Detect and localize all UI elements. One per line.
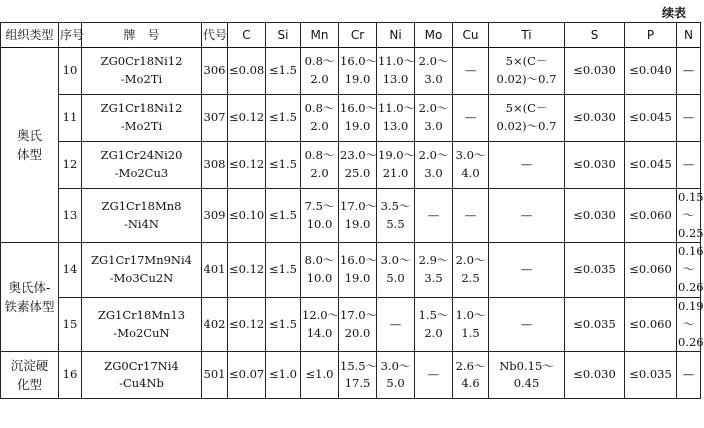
element-si-cell	[266, 189, 301, 243]
cell-line: 2.5	[461, 271, 480, 286]
element-cu-cell	[453, 48, 489, 95]
cell-line: ≤1.0	[269, 367, 297, 382]
element-n-cell	[677, 297, 704, 351]
group-type-cell	[1, 48, 59, 243]
element-mn-cell	[301, 243, 339, 297]
cell-line: 0.15	[678, 190, 704, 204]
cell-line: 21.0	[382, 166, 409, 180]
element-ti-cell	[489, 48, 565, 95]
cell-line: ≤0.08	[229, 63, 265, 78]
element-cu-cell	[453, 142, 489, 189]
cell-line: —	[464, 63, 477, 78]
cell-line: ≤0.030	[573, 63, 616, 78]
element-cu-cell	[453, 243, 489, 297]
element-ni-cell	[377, 297, 415, 351]
cell-line: 0.02)～0.7	[496, 72, 557, 86]
element-c-cell	[228, 243, 266, 297]
cell-line: —	[520, 316, 533, 331]
table-row	[1, 189, 701, 243]
element-p-cell	[625, 243, 677, 297]
cell-line: ≤1.5	[269, 262, 297, 277]
cell-line: 体型	[16, 147, 42, 163]
cell-line: 25.0	[344, 166, 371, 180]
cell-line: 17.0～	[340, 307, 378, 322]
cell-line: 3.0	[424, 72, 443, 86]
cell-line: 19.0	[344, 216, 371, 231]
cell-line: —	[520, 157, 533, 172]
cell-line: 3.0	[424, 119, 443, 133]
element-s-cell	[565, 142, 625, 189]
cell-line: -Mo3Cu2N	[109, 271, 174, 286]
column-header: Mn	[301, 23, 339, 48]
cell-line: ZG1Cr18Mn8	[101, 198, 182, 213]
cell-line: —	[464, 110, 477, 125]
cell-line: -Ni4N	[123, 216, 159, 231]
cell-line: 2.6～	[455, 358, 486, 373]
cell-line: ≤0.12	[229, 316, 265, 331]
element-mo-cell	[415, 142, 453, 189]
cell-line: 15.5～	[340, 358, 378, 373]
column-header: Si	[266, 23, 301, 48]
cell-line: —	[427, 367, 440, 382]
column-header: Ti	[489, 23, 565, 48]
element-s-cell	[565, 95, 625, 142]
element-cu-cell	[453, 189, 489, 243]
cell-line: 0.16	[678, 244, 704, 259]
element-cr-cell	[339, 189, 377, 243]
table-row	[1, 95, 701, 142]
element-mo-cell	[415, 243, 453, 297]
column-header: Cr	[339, 23, 377, 48]
cell-line: 8.0～	[304, 253, 335, 268]
cell-line: 2.0	[424, 325, 443, 340]
code-cell: 309	[202, 189, 228, 243]
cell-line: 5×(C－	[505, 54, 548, 69]
element-ti-cell	[489, 142, 565, 189]
cell-line: ≤0.035	[573, 316, 616, 331]
column-header: S	[565, 23, 625, 48]
cell-line: 16.0～	[340, 253, 378, 268]
element-mo-cell	[415, 297, 453, 351]
element-ti-cell	[489, 297, 565, 351]
element-c-cell	[228, 297, 266, 351]
cell-line: ≤0.10	[229, 207, 265, 222]
element-ni-cell	[377, 142, 415, 189]
element-n-cell	[677, 48, 701, 95]
grade-cell	[82, 243, 202, 297]
element-ti-cell	[489, 352, 565, 399]
code-cell: 306	[202, 48, 228, 95]
table-row	[1, 142, 701, 189]
column-header: P	[625, 23, 677, 48]
element-s-cell	[565, 297, 625, 351]
header-row	[1, 23, 701, 48]
composition-table	[0, 22, 704, 399]
grade-cell	[82, 189, 202, 243]
cell-line: ≤0.12	[229, 157, 265, 172]
element-mn-cell	[301, 352, 339, 399]
serial-number-cell: 11	[59, 95, 82, 142]
cell-line: 7.5～	[304, 198, 335, 213]
column-header: Cu	[453, 23, 489, 48]
cell-line: 19.0	[344, 271, 371, 286]
column-header: C	[228, 23, 266, 48]
group-type-cell	[1, 243, 59, 352]
code-cell: 307	[202, 95, 228, 142]
continued-label: 续表	[661, 6, 686, 20]
cell-line: 5.5	[386, 216, 405, 231]
element-cu-cell	[453, 352, 489, 399]
element-mo-cell	[415, 95, 453, 142]
cell-line: ZG0Cr18Ni12	[100, 54, 183, 69]
cell-line: 奥氏体-	[8, 280, 51, 295]
column-header: 组织类型	[1, 23, 59, 48]
element-p-cell	[625, 95, 677, 142]
element-si-cell	[266, 95, 301, 142]
column-header: Mo	[415, 23, 453, 48]
cell-line: 4.6	[461, 376, 480, 391]
element-s-cell	[565, 352, 625, 399]
cell-line: —	[682, 110, 695, 125]
cell-line: 13.0	[382, 72, 409, 86]
element-p-cell	[625, 352, 677, 399]
cell-line: ≤0.12	[229, 110, 265, 125]
cell-line: 11.0～	[378, 101, 416, 116]
cell-line: —	[682, 367, 695, 382]
element-ti-cell	[489, 189, 565, 243]
serial-number-cell: 13	[59, 189, 82, 243]
code-cell: 402	[202, 297, 228, 351]
cell-line: ZG1Cr18Mn13	[97, 307, 186, 322]
element-cu-cell	[453, 95, 489, 142]
element-c-cell	[228, 189, 266, 243]
table-row	[1, 48, 701, 95]
cell-line: ≤0.060	[629, 316, 672, 331]
cell-line: ≤0.035	[573, 262, 616, 277]
cell-line: 3.5～	[380, 198, 411, 213]
code-cell: 308	[202, 142, 228, 189]
element-mo-cell	[415, 189, 453, 243]
column-header: N	[677, 23, 701, 48]
element-si-cell	[266, 243, 301, 297]
cell-line: 1.5～	[418, 307, 449, 322]
cell-line: Nb0.15～	[499, 358, 554, 373]
cell-line: ≤0.12	[229, 262, 265, 277]
cell-line: 2.0	[310, 119, 329, 133]
cell-line: -Mo2CuN	[113, 325, 170, 340]
cell-line: 奥氏	[16, 127, 42, 143]
cell-line: ≤0.030	[573, 157, 616, 172]
element-mo-cell	[415, 352, 453, 399]
element-ti-cell	[489, 243, 565, 297]
cell-line: —	[389, 316, 402, 331]
cell-line: 2.0～	[418, 148, 449, 163]
grade-cell	[82, 48, 202, 95]
cell-line: ZG0Cr17Ni4	[104, 358, 179, 373]
cell-line: 0.25	[678, 225, 704, 240]
cell-line: 4.0	[461, 166, 480, 180]
cell-line: 14.0	[306, 325, 333, 340]
cell-line: 2.0	[310, 72, 329, 86]
element-si-cell	[266, 142, 301, 189]
cell-line: —	[682, 157, 695, 172]
grade-cell	[82, 142, 202, 189]
element-mn-cell	[301, 297, 339, 351]
cell-line: ≤1.5	[269, 207, 297, 222]
cell-line: —	[427, 207, 440, 222]
cell-line: 3.0～	[380, 358, 411, 373]
element-s-cell	[565, 243, 625, 297]
cell-line: 3.0	[424, 166, 443, 180]
cell-line: ZG1Cr24Ni20	[100, 148, 183, 163]
cell-line: 沉淀硬	[10, 357, 49, 373]
cell-line: 10.0	[306, 216, 333, 231]
element-ti-cell	[489, 95, 565, 142]
cell-line: 12.0～	[302, 307, 340, 322]
cell-line: 19.0	[344, 72, 371, 86]
cell-line: 0.45	[513, 376, 540, 391]
cell-line: 0.26	[678, 280, 704, 295]
cell-line: 2.0～	[418, 54, 449, 69]
cell-line: 0.02)～0.7	[496, 119, 557, 133]
table-row	[1, 297, 701, 351]
cell-line: 1.5	[461, 325, 480, 340]
serial-number-cell: 14	[59, 243, 82, 297]
element-c-cell	[228, 352, 266, 399]
element-p-cell	[625, 142, 677, 189]
cell-line: ≤0.030	[573, 207, 616, 222]
cell-line: ≤0.030	[573, 110, 616, 125]
element-c-cell	[228, 95, 266, 142]
element-ni-cell	[377, 243, 415, 297]
element-n-cell	[677, 352, 701, 399]
cell-line: 化型	[16, 377, 42, 393]
cell-line: 2.0～	[418, 101, 449, 116]
cell-line: 1.0～	[455, 307, 486, 322]
cell-line: -Mo2Ti	[120, 72, 163, 86]
cell-line: 17.5	[344, 376, 371, 391]
cell-line: -Mo2Ti	[120, 119, 163, 133]
element-p-cell	[625, 297, 677, 351]
cell-line: 0.19	[678, 298, 704, 313]
cell-line: 0.8～	[304, 101, 335, 116]
element-ni-cell	[377, 189, 415, 243]
element-n-cell	[677, 142, 701, 189]
cell-line: 2.0	[310, 166, 329, 180]
column-header: 序号	[59, 23, 82, 48]
element-mn-cell	[301, 95, 339, 142]
cell-line: 11.0～	[378, 54, 416, 69]
element-c-cell	[228, 142, 266, 189]
serial-number-cell: 12	[59, 142, 82, 189]
element-mn-cell	[301, 48, 339, 95]
cell-line: 0.8～	[304, 148, 335, 163]
cell-line: 2.9～	[418, 253, 449, 268]
cell-line: ≤1.0	[305, 367, 334, 382]
cell-line: 19.0	[344, 119, 371, 133]
cell-line: 0.8～	[304, 54, 335, 69]
element-cr-cell	[339, 48, 377, 95]
cell-line: ≤0.060	[629, 262, 672, 277]
element-n-cell	[677, 243, 704, 297]
cell-line: 16.0～	[340, 101, 378, 116]
cell-line: —	[464, 207, 477, 222]
cell-line: 2.0～	[455, 253, 486, 268]
cell-line: 5.0	[386, 376, 405, 391]
element-s-cell	[565, 48, 625, 95]
element-ni-cell	[377, 48, 415, 95]
grade-cell	[82, 352, 202, 399]
cell-line: ～	[682, 207, 695, 222]
cell-line: ZG1Cr17Mn9Ni4	[91, 253, 192, 268]
element-mn-cell	[301, 142, 339, 189]
code-cell: 401	[202, 243, 228, 297]
element-n-cell	[677, 189, 704, 243]
cell-line: 20.0	[344, 325, 371, 340]
element-ni-cell	[377, 95, 415, 142]
element-mo-cell	[415, 48, 453, 95]
element-ni-cell	[377, 352, 415, 399]
cell-line: ～	[682, 262, 695, 277]
element-n-cell	[677, 95, 701, 142]
cell-line: ≤0.030	[573, 367, 616, 382]
table-row	[1, 352, 701, 399]
cell-line: 16.0～	[340, 54, 378, 69]
grade-cell	[82, 95, 202, 142]
element-cr-cell	[339, 352, 377, 399]
element-si-cell	[266, 297, 301, 351]
cell-line: —	[520, 207, 533, 222]
element-si-cell	[266, 352, 301, 399]
cell-line: ≤0.07	[229, 367, 265, 382]
element-cr-cell	[339, 297, 377, 351]
cell-line: ≤1.5	[269, 110, 297, 125]
element-p-cell	[625, 48, 677, 95]
cell-line: -Mo2Cu3	[114, 166, 169, 180]
cell-line: 0.26	[678, 334, 704, 349]
table-row	[1, 243, 701, 297]
cell-line: —	[520, 262, 533, 277]
column-header: 代号	[202, 23, 228, 48]
cell-line: ZG1Cr18Ni12	[100, 101, 183, 116]
serial-number-cell: 10	[59, 48, 82, 95]
cell-line: 3.0～	[380, 253, 411, 268]
element-cr-cell	[339, 243, 377, 297]
cell-line: 5.0	[386, 271, 405, 286]
element-cr-cell	[339, 142, 377, 189]
cell-line: 3.5	[424, 271, 443, 286]
cell-line: 23.0～	[340, 148, 378, 163]
element-si-cell	[266, 48, 301, 95]
cell-line: ≤1.5	[269, 157, 297, 172]
group-type-cell	[1, 352, 59, 399]
cell-line: ≤1.5	[269, 316, 297, 331]
cell-line: 19.0～	[378, 148, 416, 163]
element-mn-cell	[301, 189, 339, 243]
element-cr-cell	[339, 95, 377, 142]
cell-line: ≤0.045	[629, 110, 672, 125]
cell-line: 17.0～	[340, 198, 378, 213]
cell-line: ～	[682, 316, 695, 331]
cell-line: ≤0.045	[629, 157, 672, 172]
element-c-cell	[228, 48, 266, 95]
cell-line: 5×(C－	[505, 101, 548, 116]
cell-line: ≤0.035	[629, 367, 672, 382]
element-s-cell	[565, 189, 625, 243]
column-header: Ni	[377, 23, 415, 48]
element-p-cell	[625, 189, 677, 243]
serial-number-cell: 15	[59, 297, 82, 351]
cell-line: ≤0.060	[629, 207, 672, 222]
cell-line: 铁素体型	[4, 299, 55, 315]
cell-line: ≤1.5	[269, 63, 297, 78]
cell-line: —	[682, 63, 695, 78]
cell-line: -Cu4Nb	[119, 376, 164, 391]
cell-line: ≤0.040	[629, 63, 672, 78]
cell-line: 10.0	[306, 271, 333, 286]
column-header: 牌 号	[82, 23, 202, 48]
cell-line: 3.0～	[455, 148, 486, 163]
cell-line: 13.0	[382, 119, 409, 133]
element-cu-cell	[453, 297, 489, 351]
code-cell: 501	[202, 352, 228, 399]
grade-cell	[82, 297, 202, 351]
serial-number-cell: 16	[59, 352, 82, 399]
